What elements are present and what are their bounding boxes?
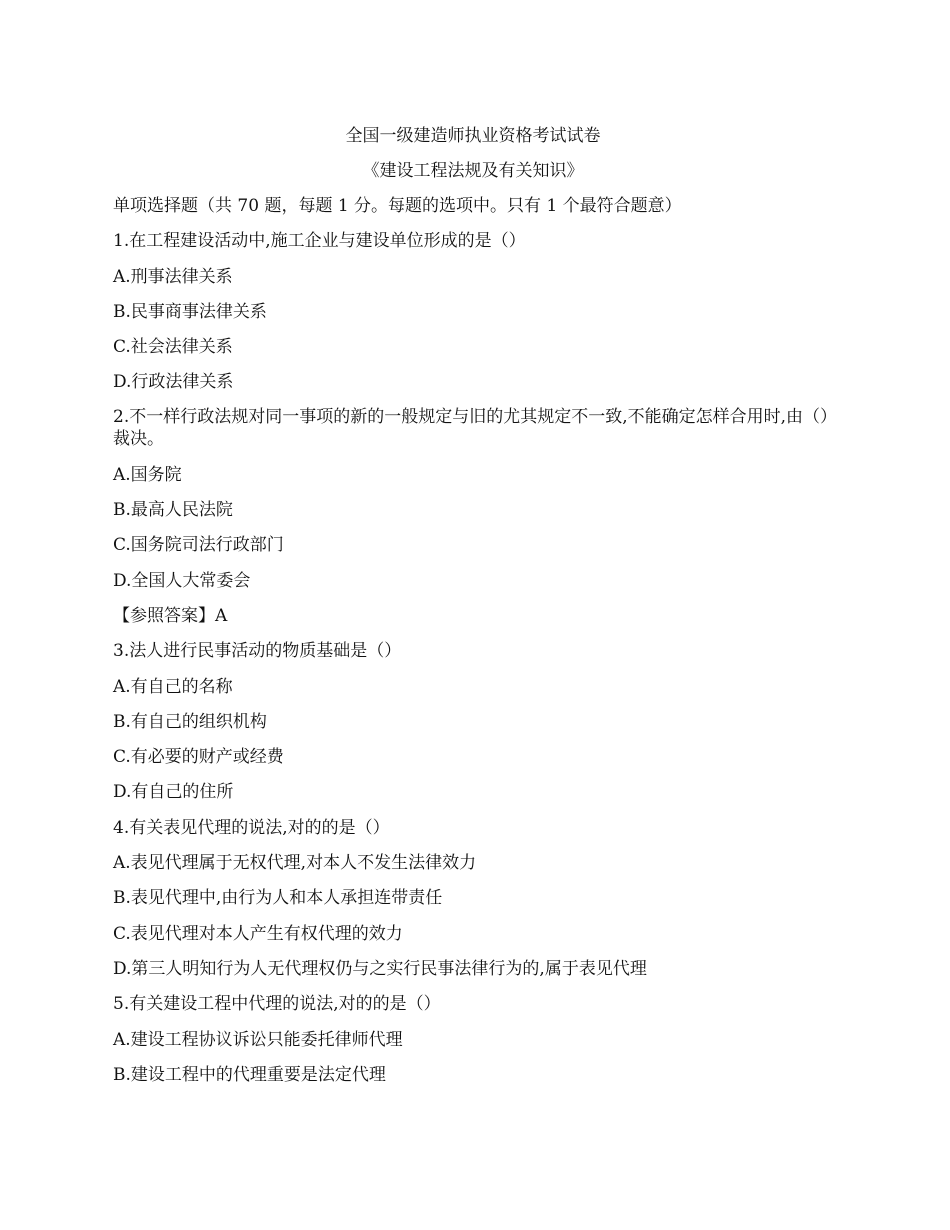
question-option: A.有自己的名称 xyxy=(113,676,233,697)
document-content xyxy=(113,124,833,1098)
question-option: C.国务院司法行政部门 xyxy=(113,535,284,556)
question-option: B.表见代理中,由行为人和本人承担连带责任 xyxy=(113,888,443,909)
reference-answer: 【参照答案】A xyxy=(113,605,228,626)
question-stem: 5.有关建设工程中代理的说法,对的的是（） xyxy=(113,994,441,1015)
question-option: D.有自己的住所 xyxy=(113,782,234,803)
question-option: B.最高人民法院 xyxy=(113,500,233,521)
question-option: B.有自己的组织机构 xyxy=(113,711,267,732)
question-option: D.第三人明知行为人无代理权仍与之实行民事法律行为的,属于表见代理 xyxy=(113,958,647,979)
question-option: A.表见代理属于无权代理,对本人不发生法律效力 xyxy=(113,853,477,874)
question-stem: 4.有关表见代理的说法,对的的是（） xyxy=(113,817,390,838)
question-option: C.社会法律关系 xyxy=(113,337,233,358)
question-option: C.有必要的财产或经费 xyxy=(113,747,284,768)
document-subtitle: 《建设工程法规及有关知识》 xyxy=(362,161,584,181)
question-stem: 1.在工程建设活动中,施工企业与建设单位形成的是（） xyxy=(113,231,526,252)
question-option: A.刑事法律关系 xyxy=(113,266,233,287)
question-option: A.建设工程协议诉讼只能委托律师代理 xyxy=(113,1029,403,1050)
question-option: B.建设工程中的代理重要是法定代理 xyxy=(113,1064,386,1085)
question-stem: 2.不一样行政法规对同一事项的新的一般规定与旧的尤其规定不一致,不能确定怎样合用时,由（）裁决。 xyxy=(113,406,829,449)
question-option: D.行政法律关系 xyxy=(113,372,234,393)
question-option: C.表见代理对本人产生有权代理的效力 xyxy=(113,923,403,944)
question-option: A.国务院 xyxy=(113,464,182,485)
question-stem: 3.法人进行民事活动的物质基础是（） xyxy=(113,641,402,662)
section-header: 单项选择题（共 70 题，每题 1 分。每题的选项中。只有 1 个最符合题意） xyxy=(113,196,682,216)
document-title: 全国一级建造师执业资格考试试卷 xyxy=(345,126,601,146)
question-option: B.民事商事法律关系 xyxy=(113,301,267,322)
question-option: D.全国人大常委会 xyxy=(113,570,251,591)
